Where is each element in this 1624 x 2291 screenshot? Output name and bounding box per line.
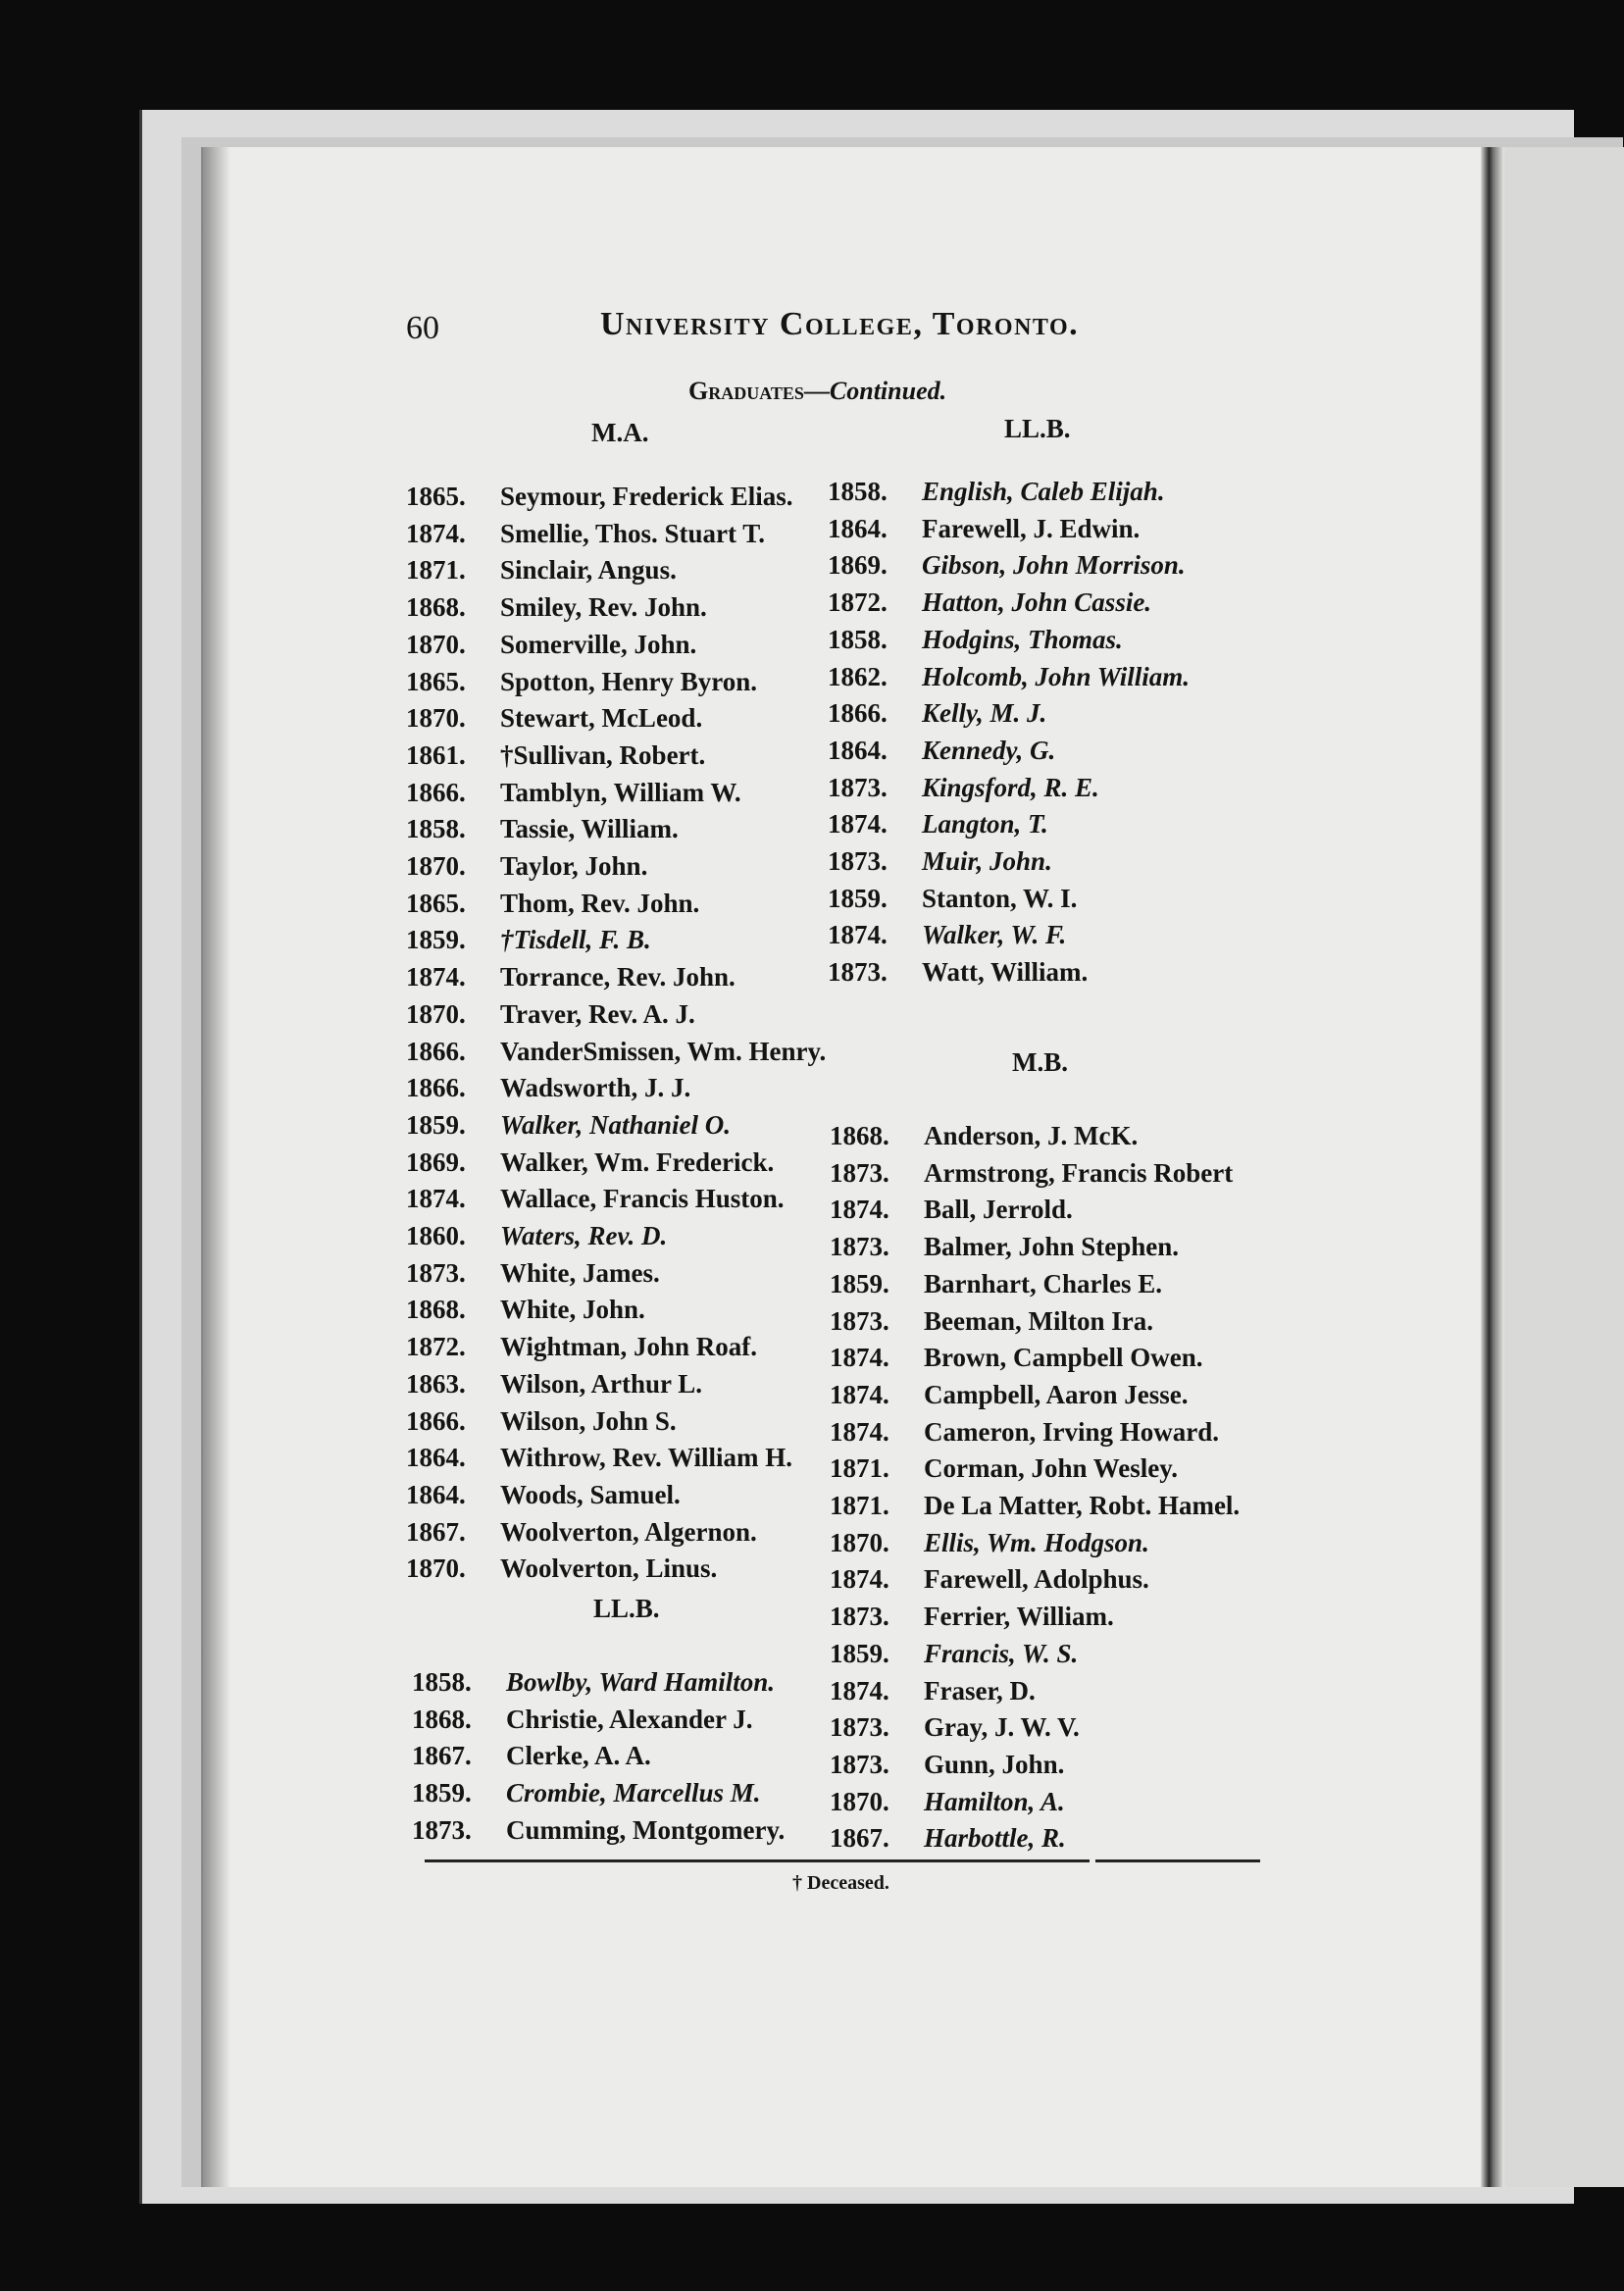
entry-year: 1872. <box>406 1332 466 1362</box>
entry-name: Ball, Jerrold. <box>924 1195 1073 1225</box>
entry-name: De La Matter, Robt. Hamel. <box>924 1491 1241 1520</box>
entry-row <box>412 1815 785 1846</box>
entry-name: Langton, T. <box>922 809 1048 840</box>
entry-row <box>406 962 736 993</box>
entry-year: 1858. <box>828 477 888 506</box>
entry-name: Stanton, W. I. <box>922 883 1078 913</box>
section-title-continued: Continued. <box>829 377 947 405</box>
entry-row <box>412 1705 753 1735</box>
entry-year: 1871. <box>830 1491 889 1520</box>
entry-name: Francis, W. S. <box>924 1638 1079 1668</box>
entry-row <box>406 667 757 697</box>
entry-name: Campbell, Aaron Jesse. <box>924 1379 1189 1409</box>
entry-name: English, Caleb Elijah. <box>922 477 1165 506</box>
entry-name: VanderSmissen, Wm. Henry. <box>500 1036 827 1066</box>
entry-year: 1874. <box>828 920 888 950</box>
entry-name: Cumming, Montgomery. <box>506 1814 786 1845</box>
entry-name: Kennedy, G. <box>922 735 1056 765</box>
entry-row <box>828 477 1165 507</box>
entry-name: Barnhart, Charles E. <box>924 1268 1162 1298</box>
entry-row <box>828 846 1052 877</box>
entry-row <box>406 814 679 844</box>
entry-row <box>830 1269 1162 1299</box>
entry-row <box>828 736 1055 766</box>
entry-year: 1863. <box>406 1368 466 1399</box>
entry-name: Woolverton, Algernon. <box>500 1516 757 1547</box>
entry-row <box>828 587 1151 618</box>
entry-name: Walker, Nathaniel O. <box>500 1109 732 1140</box>
entry-name: Farewell, J. Edwin. <box>922 513 1141 543</box>
entry-name: Woolverton, Linus. <box>500 1553 718 1584</box>
entry-year: 1874. <box>830 1195 889 1225</box>
entry-name: Torrance, Rev. John. <box>500 962 736 993</box>
entry-year: 1874. <box>830 1343 889 1373</box>
entry-year: 1864. <box>406 1479 466 1509</box>
entry-row <box>830 1602 1114 1632</box>
entry-row <box>830 1787 1065 1817</box>
entry-row <box>830 1121 1138 1151</box>
entry-row <box>830 1380 1189 1410</box>
entry-name: Hodgins, Thomas. <box>922 624 1123 654</box>
entry-year: 1870. <box>406 851 466 881</box>
entry-name: Bowlby, Ward Hamilton. <box>506 1667 776 1697</box>
entry-row <box>830 1453 1178 1484</box>
entry-row <box>828 920 1066 950</box>
entry-row <box>406 1480 681 1510</box>
llb-second-heading: LL.B. <box>593 1594 660 1623</box>
entry-row <box>830 1417 1219 1448</box>
entry-name: Tamblyn, William W. <box>500 777 741 807</box>
entry-row <box>412 1741 651 1771</box>
entry-row <box>406 1406 677 1437</box>
entry-year: 1873. <box>830 1602 889 1632</box>
entry-year: 1868. <box>412 1704 472 1734</box>
entry-row <box>828 957 1088 988</box>
entry-name: Woods, Samuel. <box>500 1479 681 1509</box>
entry-name: Hamilton, A. <box>924 1786 1065 1816</box>
entry-row <box>406 703 702 734</box>
entry-year: 1865. <box>406 482 466 511</box>
entry-row <box>406 778 741 808</box>
entry-row <box>828 550 1186 581</box>
ma-column-heading: M.A. <box>591 418 649 447</box>
entry-row <box>406 555 677 585</box>
entry-row <box>830 1232 1179 1262</box>
entry-name: Beeman, Milton Ira. <box>924 1305 1153 1336</box>
entry-year: 1866. <box>406 1036 466 1066</box>
entry-name: Tassie, William. <box>500 814 679 844</box>
entry-year: 1867. <box>406 1516 466 1547</box>
entry-row <box>406 519 765 549</box>
entry-year: 1873. <box>830 1712 889 1743</box>
entry-name: Withrow, Rev. William H. <box>500 1443 793 1473</box>
entry-year: 1871. <box>406 555 466 585</box>
entry-name: Traver, Rev. A. J. <box>500 998 695 1029</box>
entry-row <box>830 1343 1203 1373</box>
entry-year: 1870. <box>406 1553 466 1584</box>
entry-name: Brown, Campbell Owen. <box>924 1343 1203 1373</box>
entry-year: 1871. <box>830 1453 889 1484</box>
entry-row <box>828 809 1048 840</box>
entry-name: Stewart, McLeod. <box>500 703 703 734</box>
entry-row <box>412 1667 775 1698</box>
entry-year: 1870. <box>406 703 466 734</box>
entry-name: Smellie, Thos. Stuart T. <box>500 518 766 548</box>
entry-name: Armstrong, Francis Robert <box>924 1157 1234 1188</box>
entry-year: 1870. <box>830 1786 889 1816</box>
entry-year: 1858. <box>406 814 466 844</box>
entry-year: 1865. <box>406 888 466 918</box>
entry-name: Taylor, John. <box>500 851 648 881</box>
book-gutter <box>1481 147 1504 2187</box>
entry-year: 1874. <box>830 1416 889 1447</box>
entry-year: 1864. <box>406 1443 466 1473</box>
entry-name: Balmer, John Stephen. <box>924 1232 1180 1262</box>
section-title <box>688 377 946 406</box>
facing-page-edge <box>1504 147 1624 2187</box>
entry-name: Wadsworth, J. J. <box>500 1073 691 1103</box>
entry-name: Clerke, A. A. <box>506 1741 651 1771</box>
page-number: 60 <box>406 310 439 346</box>
entry-row <box>406 1110 731 1141</box>
entry-year: 1866. <box>828 698 888 729</box>
entry-name: White, James. <box>500 1257 660 1288</box>
footnote: † Deceased. <box>792 1872 889 1894</box>
entry-name: Waters, Rev. D. <box>500 1221 668 1250</box>
entry-row <box>406 1443 792 1473</box>
entry-year: 1866. <box>406 777 466 807</box>
entry-name: Muir, John. <box>922 846 1052 876</box>
entry-year: 1873. <box>828 957 888 988</box>
entry-year: 1860. <box>406 1221 466 1250</box>
entry-name: Cameron, Irving Howard. <box>924 1416 1219 1447</box>
entry-year: 1873. <box>830 1749 889 1779</box>
entry-row <box>406 1184 785 1214</box>
entry-year: 1859. <box>406 925 466 955</box>
page-shadow <box>201 147 230 2187</box>
entry-year: 1869. <box>828 550 888 581</box>
footer-rule <box>425 1859 1090 1862</box>
entry-year: 1858. <box>828 624 888 654</box>
entry-year: 1874. <box>406 518 466 548</box>
entry-row <box>406 925 651 955</box>
entry-year: 1868. <box>406 592 466 623</box>
llb-column-heading: LL.B. <box>1004 414 1071 443</box>
entry-year: 1864. <box>828 735 888 765</box>
entry-row <box>406 1332 757 1362</box>
entry-year: 1864. <box>828 513 888 543</box>
entry-name: Spotton, Henry Byron. <box>500 666 758 696</box>
entry-row <box>406 889 699 919</box>
entry-row <box>406 1369 702 1400</box>
entry-row <box>406 851 647 882</box>
entry-row <box>830 1528 1149 1558</box>
entry-row <box>830 1676 1036 1706</box>
entry-name: Gray, J. W. V. <box>924 1712 1080 1743</box>
entry-row <box>406 1147 774 1178</box>
mb-column-heading: M.B. <box>1012 1047 1068 1077</box>
entry-name: Walker, Wm. Frederick. <box>500 1146 775 1177</box>
entry-name: Christie, Alexander J. <box>506 1704 753 1734</box>
entry-name: White, John. <box>500 1295 645 1325</box>
entry-row <box>828 514 1140 544</box>
entry-year: 1859. <box>830 1638 889 1668</box>
entry-name: Ellis, Wm. Hodgson. <box>924 1527 1149 1557</box>
entry-row <box>828 625 1123 655</box>
entry-name: †Tisdell, F. B. <box>500 925 651 955</box>
entry-row <box>406 1221 667 1251</box>
entry-row <box>412 1778 761 1808</box>
entry-year: 1869. <box>406 1146 466 1177</box>
entry-name: Wallace, Francis Huston. <box>500 1184 785 1214</box>
entry-row <box>406 1073 690 1103</box>
running-head: University College, Toronto. <box>600 306 1080 342</box>
entry-year: 1874. <box>830 1675 889 1706</box>
entry-name: Kingsford, R. E. <box>922 772 1099 802</box>
entry-name: Anderson, J. McK. <box>924 1121 1139 1150</box>
entry-name: Watt, William. <box>922 957 1089 988</box>
entry-year: 1858. <box>412 1667 472 1697</box>
entry-year: 1872. <box>828 587 888 618</box>
entry-name: Wightman, John Roaf. <box>500 1332 758 1362</box>
entry-row <box>406 1295 645 1325</box>
footer-rule-short <box>1095 1859 1260 1862</box>
entry-name: Wilson, Arthur L. <box>500 1368 703 1399</box>
entry-name: Seymour, Frederick Elias. <box>500 482 793 511</box>
entry-row <box>828 884 1077 914</box>
entry-row <box>406 592 707 623</box>
entry-year: 1874. <box>828 809 888 840</box>
entry-row <box>830 1823 1066 1854</box>
entry-name: Corman, John Wesley. <box>924 1453 1179 1484</box>
entry-row <box>830 1306 1153 1337</box>
entry-year: 1866. <box>406 1405 466 1436</box>
section-title-main: Graduates— <box>688 377 830 405</box>
entry-row <box>830 1491 1240 1521</box>
entry-row <box>406 1517 757 1548</box>
entry-row <box>406 1258 660 1289</box>
entry-year: 1859. <box>830 1268 889 1298</box>
entry-year: 1870. <box>406 998 466 1029</box>
entry-name: Gunn, John. <box>924 1749 1065 1779</box>
entry-year: 1873. <box>828 772 888 802</box>
entry-year: 1867. <box>830 1823 889 1854</box>
entry-year: 1868. <box>406 1295 466 1325</box>
entry-row <box>406 1037 826 1067</box>
entry-year: 1859. <box>828 883 888 913</box>
entry-row <box>406 740 705 771</box>
entry-year: 1859. <box>412 1778 472 1808</box>
entry-row <box>828 698 1046 729</box>
entry-row <box>406 630 696 660</box>
entry-year: 1870. <box>406 629 466 659</box>
entry-name: Thom, Rev. John. <box>500 888 700 918</box>
entry-name: Wilson, John S. <box>500 1405 677 1436</box>
entry-year: 1862. <box>828 661 888 691</box>
entry-year: 1859. <box>406 1109 466 1140</box>
entry-year: 1874. <box>830 1379 889 1409</box>
entry-row <box>406 482 793 512</box>
entry-name: Holcomb, John William. <box>922 661 1191 691</box>
entry-year: 1870. <box>830 1527 889 1557</box>
entry-year: 1873. <box>830 1232 889 1262</box>
entry-year: 1873. <box>830 1157 889 1188</box>
entry-row <box>830 1158 1233 1189</box>
entry-row <box>406 999 695 1030</box>
entry-year: 1868. <box>830 1121 889 1150</box>
entry-name: Harbottle, R. <box>924 1823 1066 1854</box>
entry-row <box>828 662 1190 692</box>
entry-year: 1867. <box>412 1741 472 1771</box>
entry-year: 1865. <box>406 666 466 696</box>
entry-name: Walker, W. F. <box>922 920 1067 950</box>
entry-year: 1874. <box>406 1184 466 1214</box>
entry-name: Gibson, John Morrison. <box>922 550 1186 581</box>
entry-year: 1874. <box>406 962 466 993</box>
entry-year: 1873. <box>412 1814 472 1845</box>
entry-row <box>830 1712 1080 1743</box>
entry-row <box>830 1195 1073 1225</box>
entry-year: 1873. <box>406 1257 466 1288</box>
entry-name: Ferrier, William. <box>924 1602 1114 1632</box>
entry-year: 1873. <box>830 1305 889 1336</box>
entry-name: †Sullivan, Robert. <box>500 739 706 770</box>
entry-row <box>828 773 1099 803</box>
entry-row <box>830 1564 1149 1595</box>
entry-year: 1866. <box>406 1073 466 1103</box>
entry-name: Somerville, John. <box>500 629 697 659</box>
entry-name: Fraser, D. <box>924 1675 1036 1706</box>
entry-year: 1861. <box>406 739 466 770</box>
entry-name: Smiley, Rev. John. <box>500 592 707 623</box>
entry-name: Sinclair, Angus. <box>500 555 677 585</box>
entry-year: 1874. <box>830 1564 889 1595</box>
entry-name: Crombie, Marcellus M. <box>506 1778 761 1808</box>
entry-name: Hatton, John Cassie. <box>922 587 1152 618</box>
entry-year: 1873. <box>828 846 888 876</box>
entry-name: Kelly, M. J. <box>922 698 1047 729</box>
entry-name: Farewell, Adolphus. <box>924 1564 1149 1595</box>
entry-row <box>830 1639 1078 1669</box>
entry-row <box>406 1553 717 1584</box>
entry-row <box>830 1750 1064 1780</box>
